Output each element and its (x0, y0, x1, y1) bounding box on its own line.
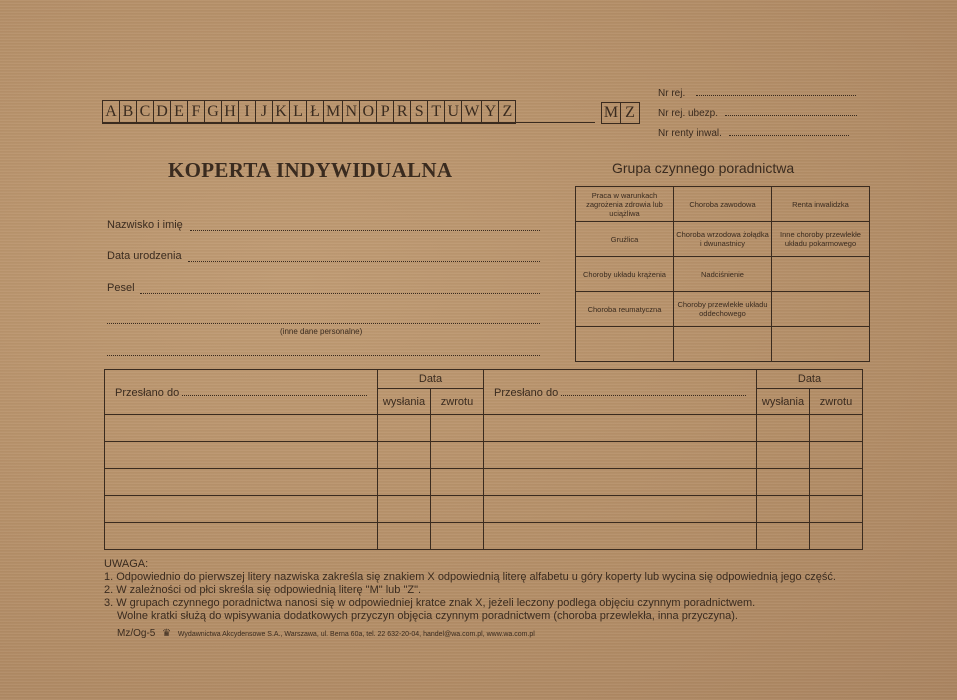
table-cell[interactable] (105, 523, 378, 550)
table-row (105, 496, 863, 523)
table-cell[interactable] (105, 442, 378, 469)
nr-renty-field[interactable] (658, 126, 849, 139)
grupa-cell[interactable]: Choroby przewlekłe układu oddechowego (674, 292, 772, 327)
name-label: Nazwisko i imię (107, 219, 183, 231)
alphabet-letter[interactable]: A (103, 101, 120, 123)
table-cell[interactable] (810, 523, 863, 550)
table-cell[interactable] (378, 442, 431, 469)
table-cell[interactable] (378, 469, 431, 496)
alphabet-letter[interactable]: Z (502, 103, 513, 120)
alphabet-strip (102, 100, 516, 124)
gender-z[interactable]: Z (625, 104, 635, 121)
table-cell[interactable] (484, 469, 757, 496)
table-cell[interactable] (484, 415, 757, 442)
data-header-right: Data (757, 370, 863, 389)
przeslano-line-left[interactable] (182, 386, 367, 396)
alphabet-letter[interactable]: M (324, 101, 343, 123)
alphabet-letter[interactable]: G (205, 101, 222, 123)
zwrotu-header-left: zwrotu (431, 389, 484, 415)
alphabet-letter[interactable]: H (222, 101, 239, 123)
uwaga-heading: UWAGA: (104, 558, 149, 570)
note-4: Wolne kratki służą do wpisywania dodatkowych przyczyn objęcia czynnym poradnictwem (choroba przewlekła, inna przyczyna). (117, 610, 738, 622)
table-cell[interactable] (757, 469, 810, 496)
note-1: 1. Odpowiednio do pierwszej litery nazwiska zakreśla się znakiem X odpowiednią literę alfabetu u góry koperty lub wycina się odpowiednią jego część. (104, 571, 836, 583)
przeslano-header-left (105, 370, 378, 415)
table-cell[interactable] (810, 469, 863, 496)
table-cell[interactable] (757, 496, 810, 523)
grupa-cell[interactable] (772, 257, 870, 292)
alphabet-letter[interactable]: T (428, 101, 445, 123)
table-cell[interactable] (105, 469, 378, 496)
table-cell[interactable] (810, 496, 863, 523)
table-cell[interactable] (484, 496, 757, 523)
pesel-line[interactable] (140, 292, 540, 294)
table-cell[interactable] (105, 415, 378, 442)
table-cell[interactable] (484, 523, 757, 550)
alphabet-letter[interactable]: D (154, 101, 171, 123)
table-cell[interactable] (757, 523, 810, 550)
note-3: 3. W grupach czynnego poradnictwa nanosi się w odpowiedniej kratce znak X, jeżeli leczony podlega objęciu czynnym poradnictwem. (104, 597, 756, 609)
alphabet-letter[interactable]: P (377, 101, 394, 123)
przeslano-line-right[interactable] (561, 386, 746, 396)
grupa-cell[interactable]: Praca w warunkach zagrożenia zdrowia lub uciążliwa (576, 187, 674, 222)
publisher-info: Wydawnictwa Akcydensowe S.A., Warszawa, ul. Berna 60a, tel. 22 632-20-04, handel@wa.com.pl, www.wa.com.pl (177, 631, 535, 638)
table-cell[interactable] (431, 469, 484, 496)
page-title: KOPERTA INDYWIDUALNA (168, 158, 453, 182)
alphabet-letter[interactable]: C (137, 101, 154, 123)
other-caption: (inne dane personalne) (280, 327, 363, 336)
alphabet-letter[interactable]: W (462, 101, 482, 123)
przeslano-label-right: Przesłano do (494, 386, 559, 399)
nr-rej-line[interactable] (696, 86, 856, 96)
nr-rej-ubezp-line[interactable] (725, 106, 857, 116)
alphabet-letter[interactable]: N (343, 101, 360, 123)
table-cell[interactable] (378, 496, 431, 523)
table-cell[interactable] (810, 442, 863, 469)
alphabet-letter[interactable]: Ł (307, 101, 324, 123)
alphabet-letter[interactable]: O (360, 101, 377, 123)
alphabet-letter[interactable]: B (120, 101, 137, 123)
gender-box (601, 102, 640, 124)
gender-m[interactable]: M (602, 103, 621, 123)
grupa-grid (575, 186, 870, 362)
table-cell[interactable] (378, 415, 431, 442)
table-cell[interactable] (810, 415, 863, 442)
alphabet-letter[interactable]: L (290, 101, 307, 123)
name-line[interactable] (190, 229, 540, 231)
grupa-cell[interactable]: Choroba zawodowa (674, 187, 772, 222)
alphabet-letter[interactable]: Y (482, 101, 499, 123)
alphabet-letter[interactable]: E (171, 101, 188, 123)
nr-renty-label: Nr renty inwal. (658, 128, 722, 139)
birth-line[interactable] (188, 260, 540, 262)
nr-renty-line[interactable] (729, 126, 849, 136)
grupa-cell[interactable]: Choroby układu krążenia (576, 257, 674, 292)
alphabet-letter[interactable]: K (273, 101, 290, 123)
table-cell[interactable] (105, 496, 378, 523)
table-cell[interactable] (431, 523, 484, 550)
grupa-cell[interactable]: Gruźlica (576, 222, 674, 257)
other-line-1[interactable] (107, 322, 540, 324)
grupa-cell[interactable]: Renta inwalidzka (772, 187, 870, 222)
grupa-cell[interactable] (772, 327, 870, 362)
footer (117, 628, 535, 639)
nr-rej-field[interactable] (658, 86, 856, 99)
data-header-left: Data (378, 370, 484, 389)
alphabet-underline (102, 122, 595, 123)
birth-label: Data urodzenia (107, 250, 182, 262)
grupa-cell[interactable]: Choroba wrzodowa żołądka i dwunastnicy (674, 222, 772, 257)
other-line-2[interactable] (107, 354, 540, 356)
alphabet-letter[interactable]: U (445, 101, 462, 123)
pesel-label: Pesel (107, 282, 135, 294)
table-cell[interactable] (431, 442, 484, 469)
table-row (105, 442, 863, 469)
alphabet-letter[interactable]: R (394, 101, 411, 123)
table-row (105, 469, 863, 496)
table-row (105, 415, 863, 442)
table-row (105, 523, 863, 550)
grupa-cell[interactable]: Nadciśnienie (674, 257, 772, 292)
table-cell[interactable] (431, 496, 484, 523)
alphabet-letter[interactable]: S (411, 101, 428, 123)
table-cell[interactable] (757, 415, 810, 442)
wyslania-header-left: wysłania (378, 389, 431, 415)
nr-rej-ubezp-field[interactable] (658, 106, 857, 119)
publisher-logo-icon: ♛ (162, 628, 172, 639)
note-2: 2. W zależności od płci skreśla się odpowiednią literę "M" lub "Z". (104, 584, 422, 596)
alphabet-letter[interactable]: I (239, 101, 256, 123)
form-code: Mz/Og-5 (117, 628, 156, 639)
przeslano-header-right (484, 370, 757, 415)
table-cell[interactable] (431, 415, 484, 442)
nr-rej-label: Nr rej. (658, 88, 686, 99)
alphabet-letter[interactable]: J (256, 101, 273, 123)
przeslano-label-left: Przesłano do (115, 386, 180, 399)
grupa-cell[interactable]: Inne choroby przewlekłe układu pokarmowego (772, 222, 870, 257)
table-cell[interactable] (757, 442, 810, 469)
table-cell[interactable] (378, 523, 431, 550)
grupa-cell[interactable]: Choroba reumatyczna (576, 292, 674, 327)
alphabet-letter[interactable]: F (188, 101, 205, 123)
table-cell[interactable] (484, 442, 757, 469)
nr-rej-ubezp-label: Nr rej. ubezp. (658, 108, 719, 119)
grupa-cell[interactable] (576, 327, 674, 362)
wyslania-header-right: wysłania (757, 389, 810, 415)
grupa-cell[interactable] (674, 327, 772, 362)
grupa-cell[interactable] (772, 292, 870, 327)
zwrotu-header-right: zwrotu (810, 389, 863, 415)
transfer-table (104, 369, 863, 550)
grupa-title: Grupa czynnego poradnictwa (612, 160, 795, 176)
